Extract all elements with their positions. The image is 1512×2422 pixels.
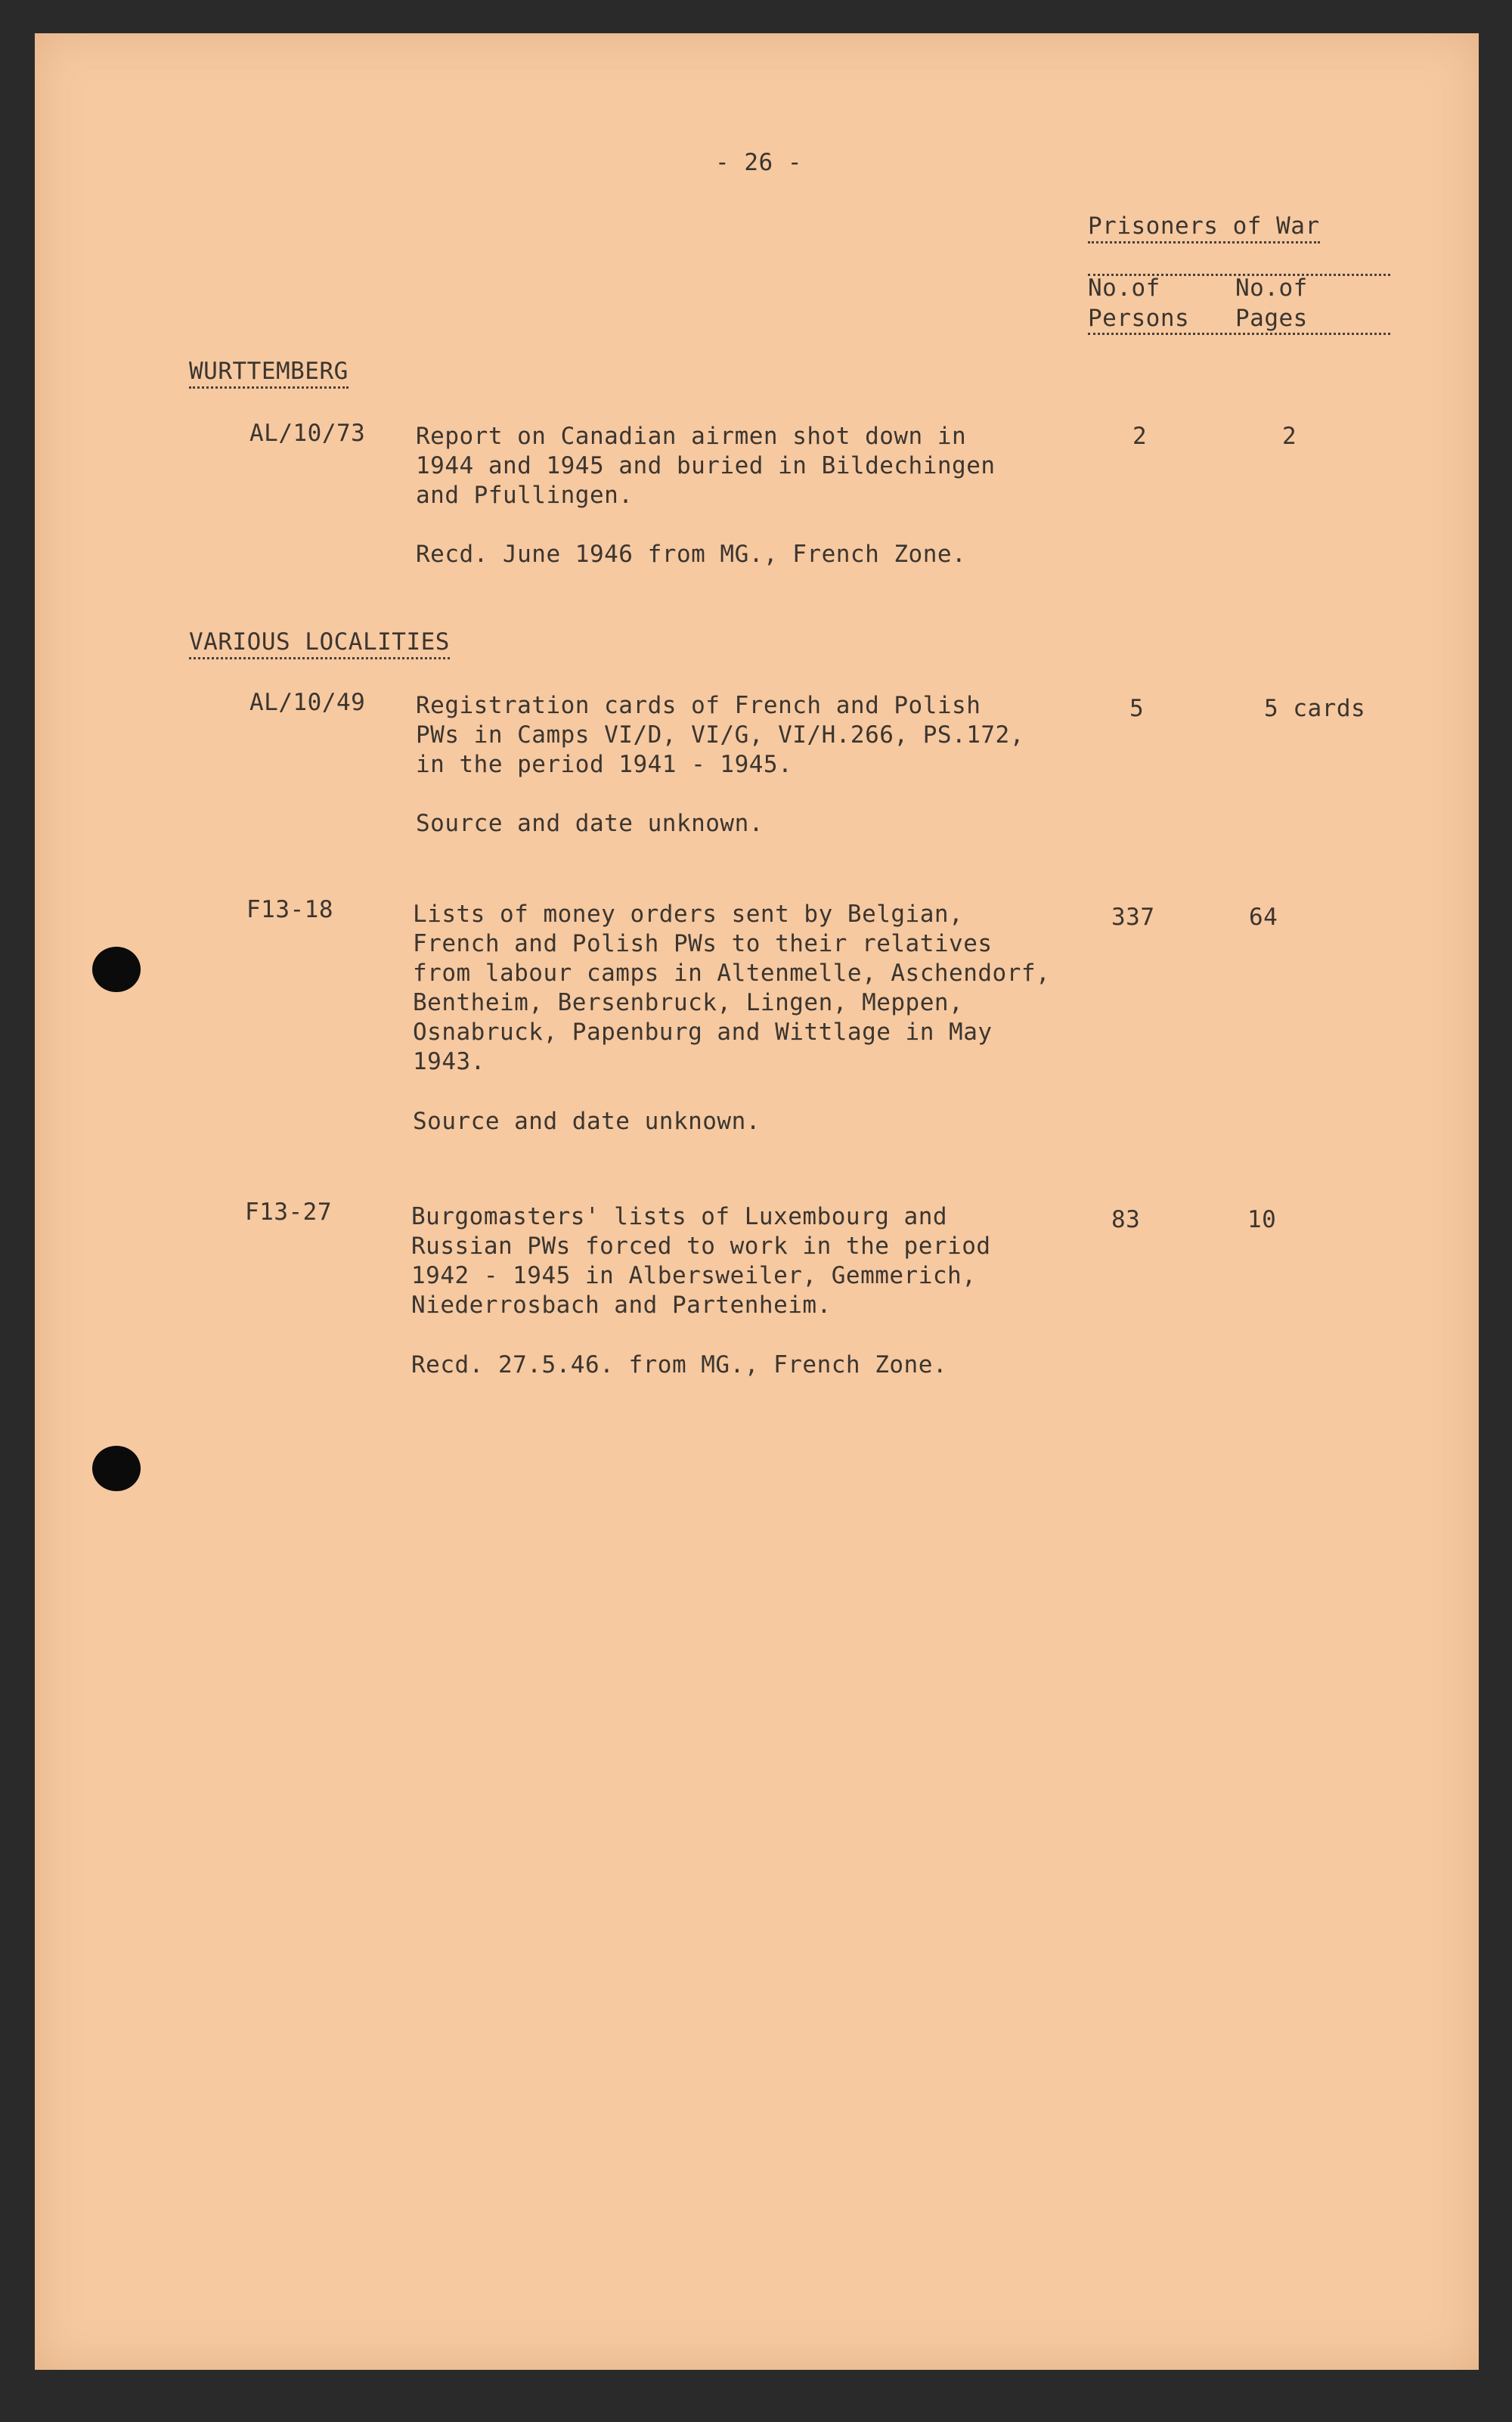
entry-ref: F13-27 <box>245 1199 332 1226</box>
entry-line: Bentheim, Bersenbruck, Lingen, Meppen, <box>413 989 964 1016</box>
document-page <box>35 33 1479 2370</box>
entry-persons: 2 <box>1132 423 1148 450</box>
entry-pages: 10 <box>1247 1206 1277 1233</box>
entry-persons: 5 <box>1129 695 1145 722</box>
punch-hole-lower <box>92 1446 141 1491</box>
entry-line: Registration cards of French and Polish <box>416 692 981 719</box>
entry-source: Source and date unknown. <box>413 1108 761 1135</box>
entry-source: Recd. June 1946 from MG., French Zone. <box>416 541 967 568</box>
entry-line: 1944 and 1945 and buried in Bildechingen <box>416 452 996 479</box>
entry-ref: F13-18 <box>246 896 333 923</box>
entry-source: Source and date unknown. <box>416 810 764 837</box>
entry-line: French and Polish PWs to their relatives <box>413 930 993 957</box>
entry-line: Report on Canadian airmen shot down in <box>416 423 967 450</box>
entry-line: Russian PWs forced to work in the period <box>411 1233 991 1260</box>
pow-group-title: Prisoners of War <box>1088 212 1320 243</box>
col-persons-label-1: No.of <box>1088 274 1160 302</box>
entry-persons: 83 <box>1111 1206 1141 1233</box>
section-heading: VARIOUS LOCALITIES <box>189 628 450 659</box>
entry-line: in the period 1941 - 1945. <box>416 751 793 778</box>
entry-line: 1942 - 1945 in Albersweiler, Gemmerich, <box>411 1262 977 1289</box>
entry-line: Lists of money orders sent by Belgian, <box>413 901 964 928</box>
entry-ref: AL/10/73 <box>249 420 366 447</box>
section-heading: WURTTEMBERG <box>189 357 349 389</box>
entry-line: from labour camps in Altenmelle, Aschendorf, <box>413 960 1051 987</box>
entry-pages: 2 <box>1282 423 1297 450</box>
page-number: - 26 - <box>715 149 802 176</box>
entry-line: and Pfullingen. <box>416 482 634 509</box>
col-pages-label-1: No.of <box>1235 274 1308 302</box>
col-pages-label-2: Pages <box>1235 305 1308 332</box>
entry-line: Niederrosbach and Partenheim. <box>411 1292 832 1319</box>
entry-line: 1943. <box>413 1048 485 1075</box>
entry-line: Burgomasters' lists of Luxembourg and <box>411 1203 948 1230</box>
entry-line: Osnabruck, Papenburg and Wittlage in May <box>413 1019 993 1046</box>
punch-hole-upper <box>92 947 141 992</box>
entry-ref: AL/10/49 <box>249 689 366 716</box>
entry-source: Recd. 27.5.46. from MG., French Zone. <box>411 1351 948 1378</box>
entry-line: PWs in Camps VI/D, VI/G, VI/H.266, PS.172, <box>416 721 1024 749</box>
entry-pages: 5 cards <box>1264 695 1366 722</box>
entry-persons: 337 <box>1111 904 1155 931</box>
col-persons-label-2: Persons <box>1088 305 1190 332</box>
header-rule-bottom <box>1088 333 1390 335</box>
entry-pages: 64 <box>1249 904 1278 931</box>
